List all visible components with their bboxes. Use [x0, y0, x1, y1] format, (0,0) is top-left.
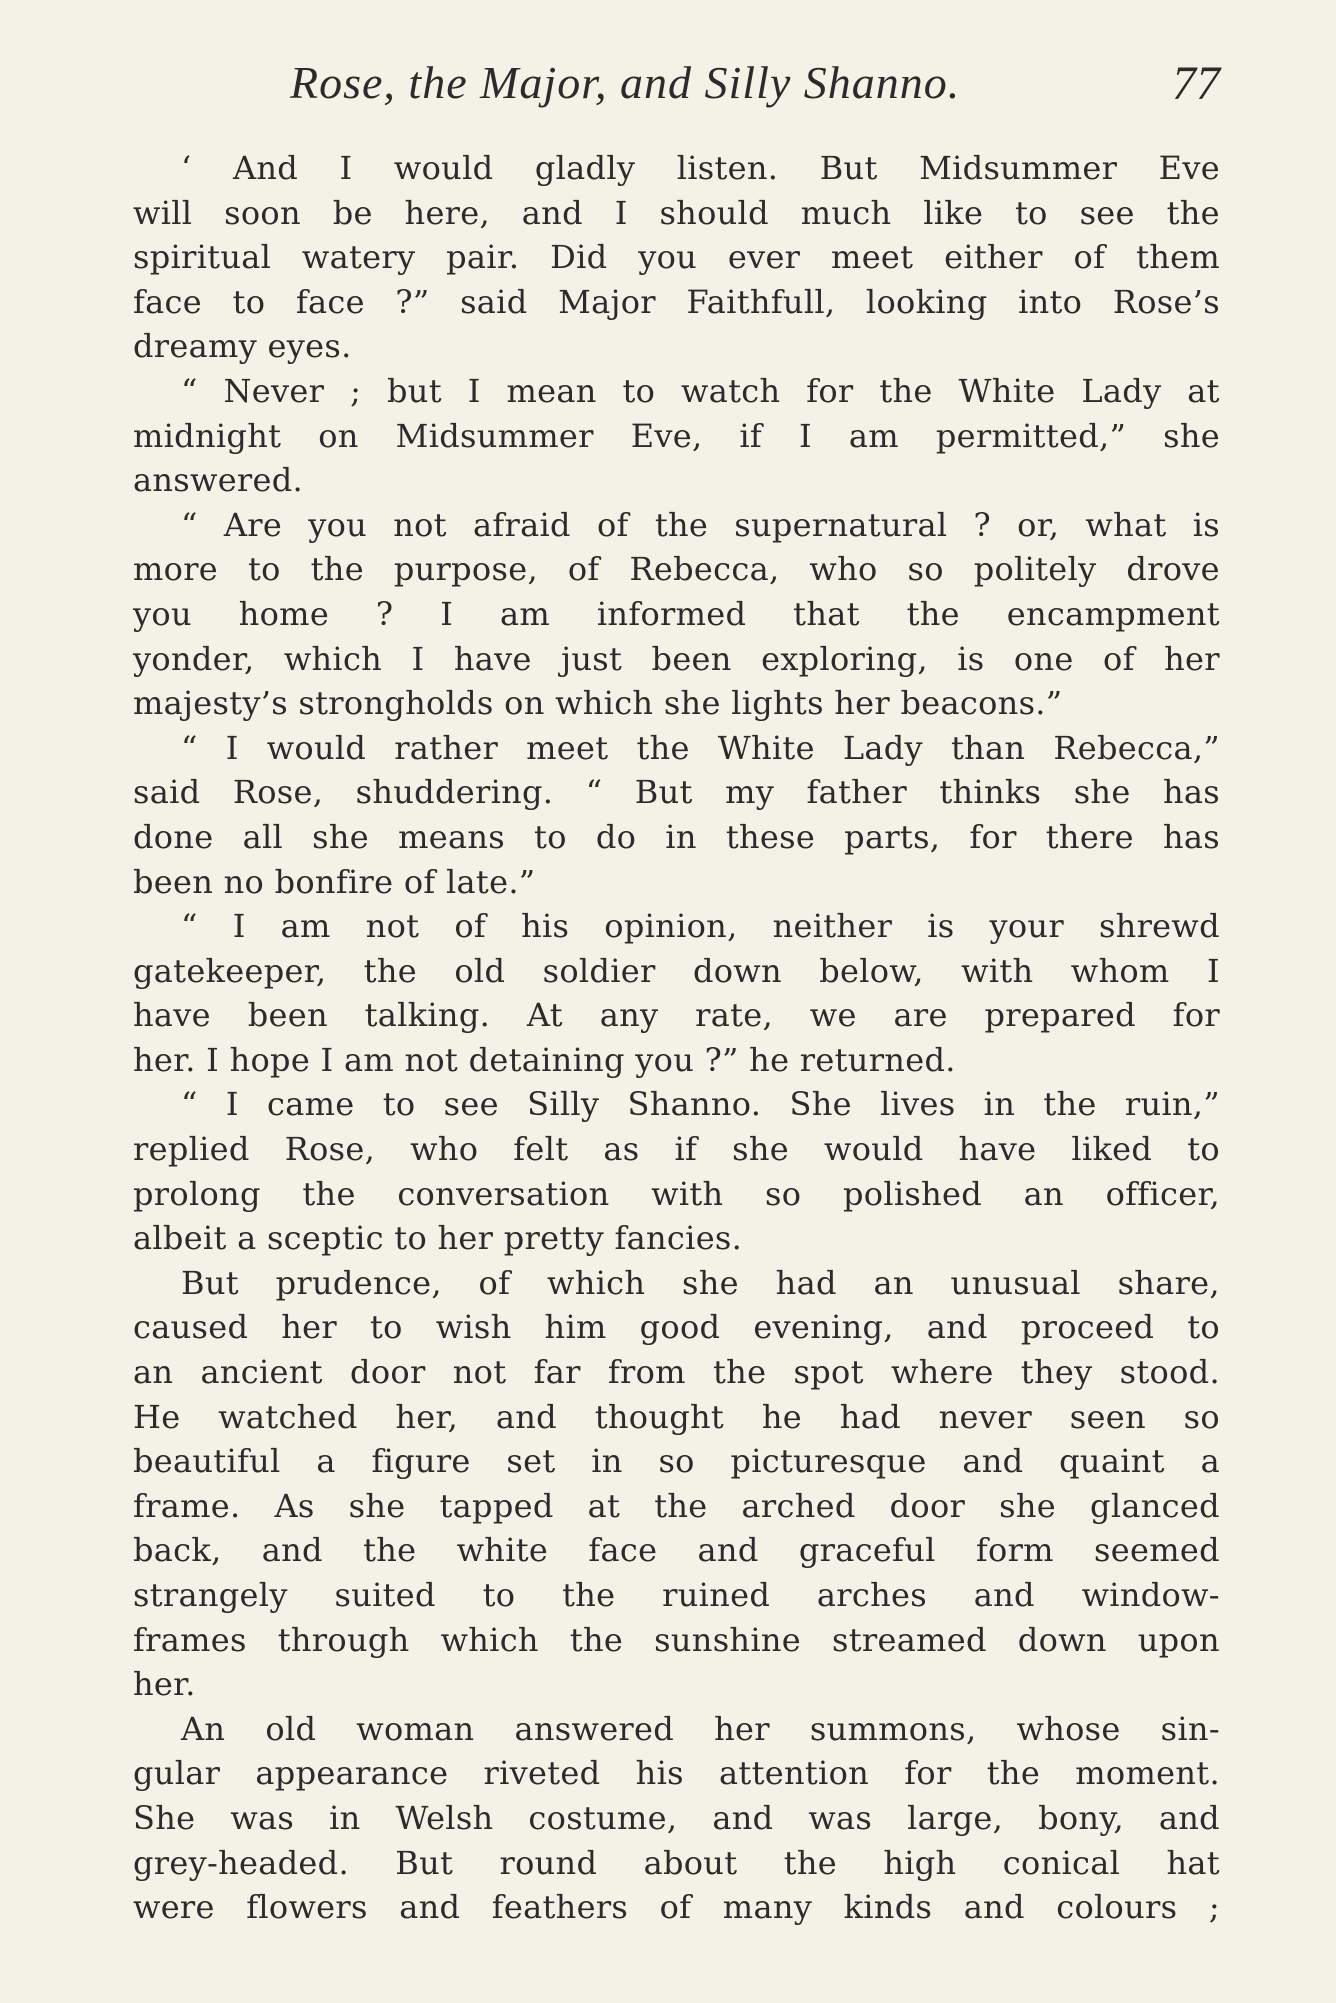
page-header	[135, 56, 1220, 116]
text-line: But prudence, of which she had an unusual share,	[181, 1263, 1220, 1302]
page-number: 77	[1172, 57, 1220, 110]
text-line: An old woman answered her summons, whose sin-	[181, 1709, 1220, 1748]
text-line: frame. As she tapped at the arched door she glanced	[133, 1486, 1220, 1525]
text-line: gatekeeper, the old soldier down below, with whom I	[133, 951, 1220, 990]
text-line: answered.	[133, 461, 304, 500]
text-line: more to the purpose, of Rebecca, who so politely drove	[133, 550, 1220, 589]
text-line: were flowers and feathers of many kinds and colours ;	[133, 1888, 1220, 1927]
text-line: gular appearance riveted his attention for the moment.	[133, 1754, 1220, 1793]
text-line: will soon be here, and I should much like to see the	[133, 193, 1220, 232]
text-line: albeit a sceptic to her pretty fancies.	[133, 1219, 743, 1258]
text-line: back, and the white face and graceful form seemed	[133, 1531, 1220, 1570]
body-text	[133, 146, 1220, 1930]
text-line: dreamy eyes.	[133, 327, 352, 366]
text-line: yonder, which I have just been exploring, is one of her	[133, 639, 1220, 678]
text-line: “ I came to see Silly Shanno. She lives in the ruin,”	[181, 1085, 1220, 1124]
text-line: “ Never ; but I mean to watch for the White Lady at	[181, 371, 1220, 410]
text-line: prolong the conversation with so polished an officer,	[133, 1174, 1220, 1213]
text-line: frames through which the sunshine streamed down upon	[133, 1620, 1220, 1659]
text-line: beautiful a figure set in so picturesque and quaint a	[133, 1442, 1220, 1481]
text-line: face to face ?” said Major Faithfull, looking into Rose’s	[133, 282, 1220, 321]
text-line: replied Rose, who felt as if she would have liked to	[133, 1130, 1220, 1169]
text-line: “ I would rather meet the White Lady than Rebecca,”	[181, 728, 1220, 767]
text-line: strangely suited to the ruined arches and window-	[133, 1576, 1220, 1614]
text-line: “ I am not of his opinion, neither is your shrewd	[181, 907, 1220, 946]
text-line: have been talking. At any rate, we are prepared for	[133, 996, 1220, 1035]
text-line: majesty’s strongholds on which she lights her beacons.”	[133, 684, 1063, 723]
text-line: He watched her, and thought he had never seen so	[133, 1397, 1220, 1436]
text-line: She was in Welsh costume, and was large, bony, and	[133, 1798, 1220, 1837]
text-line: an ancient door not far from the spot where they stood.	[133, 1353, 1220, 1392]
text-line: said Rose, shuddering. “ But my father thinks she has	[133, 773, 1220, 812]
text-line: grey-headed. But round about the high conical hat	[133, 1843, 1220, 1882]
text-line: midnight on Midsummer Eve, if I am permitted,” she	[133, 416, 1220, 455]
text-line: her.	[133, 1665, 196, 1704]
text-line: been no bonfire of late.”	[133, 862, 536, 901]
text-line: you home ? I am informed that the encampment	[133, 594, 1220, 633]
text-line: done all she means to do in these parts, for there has	[133, 817, 1220, 856]
text-line: her. I hope I am not detaining you ?” he returned.	[133, 1040, 956, 1079]
running-title: Rose, the Major, and Silly Shanno.	[290, 57, 961, 108]
text-line: spiritual watery pair. Did you ever meet either of them	[133, 238, 1220, 277]
text-line: “ Are you not afraid of the supernatural ? or, what is	[181, 505, 1220, 544]
text-line: ‘ And I would gladly listen. But Midsummer Eve	[181, 149, 1220, 187]
text-line: caused her to wish him good evening, and proceed to	[133, 1308, 1220, 1347]
